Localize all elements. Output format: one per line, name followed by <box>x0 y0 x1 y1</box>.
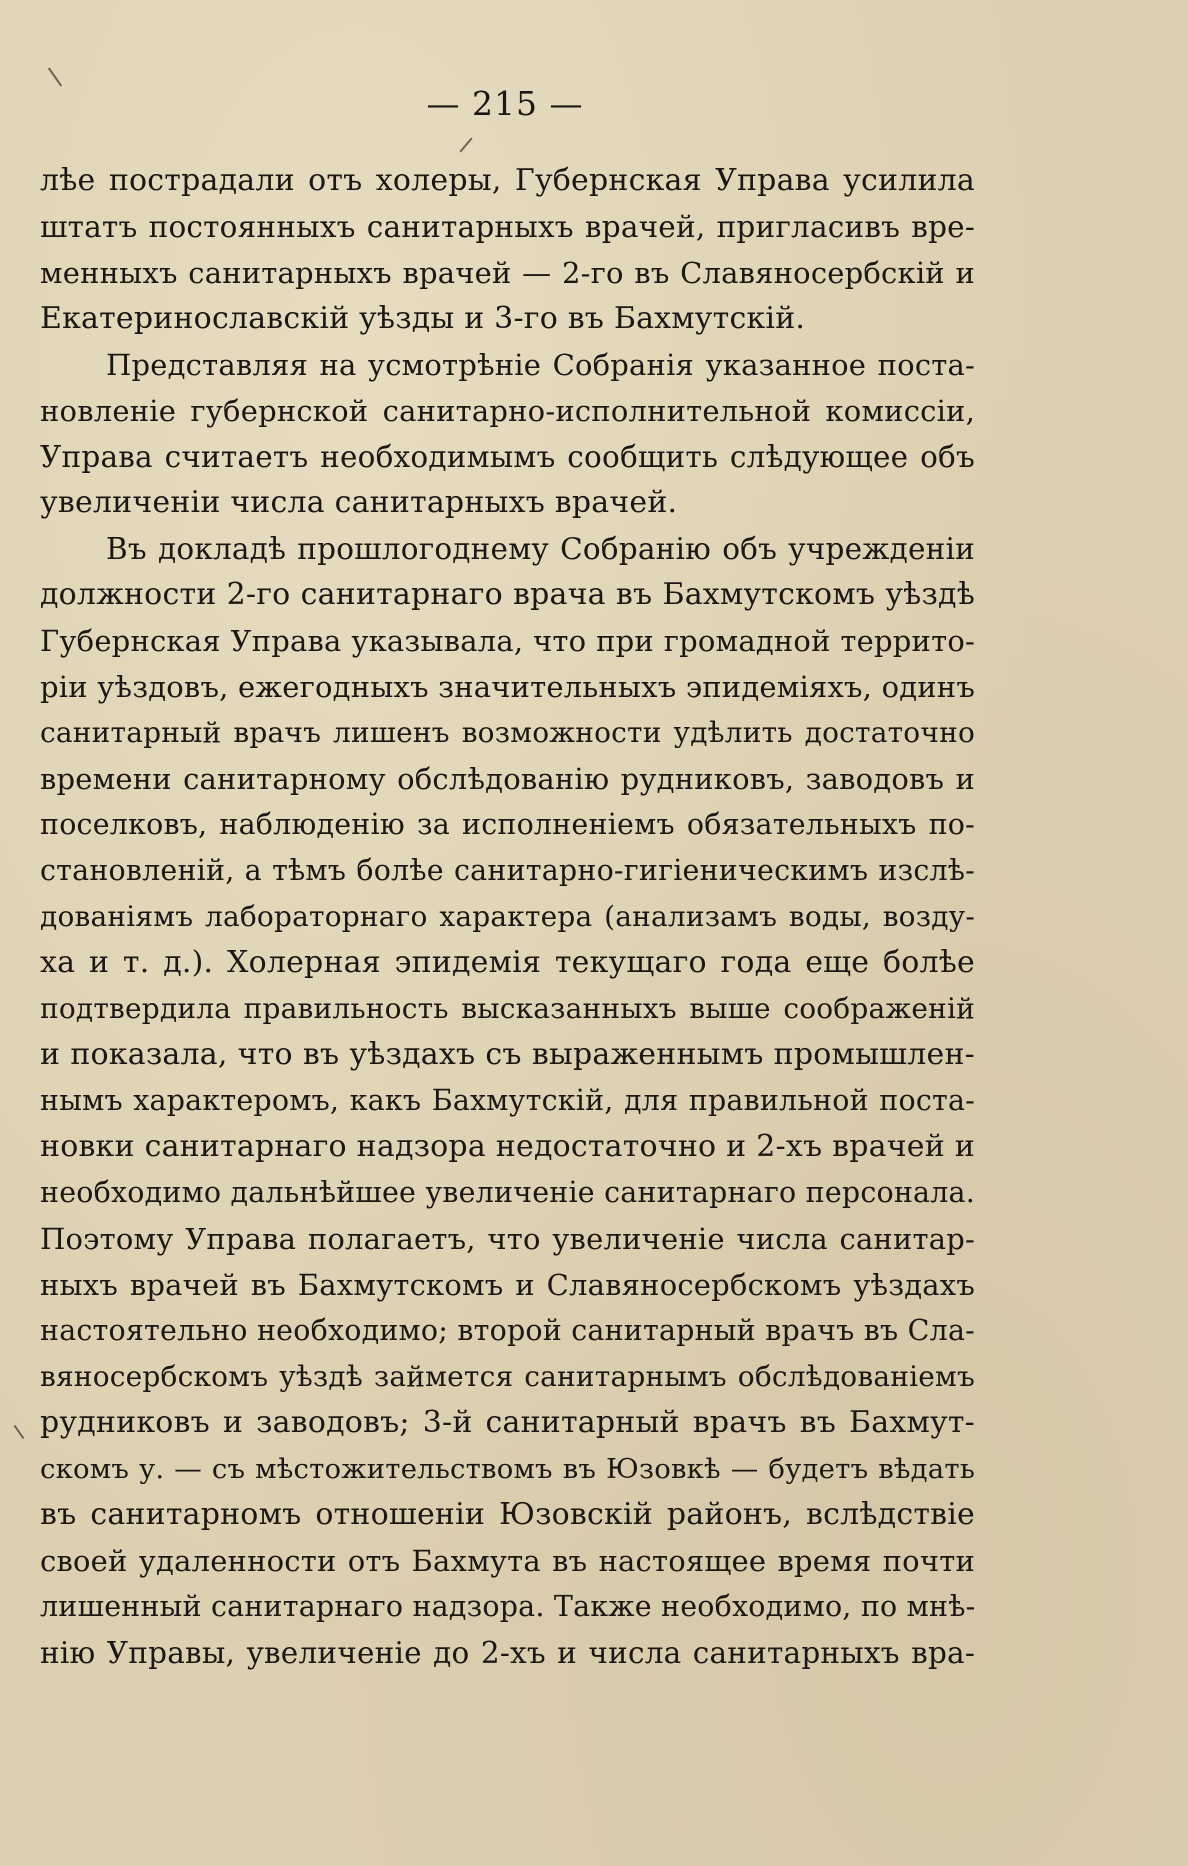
text-line: должности 2-го санитарнаго врача въ Бахмутскомъ уѣздѣ <box>40 577 975 612</box>
text-line: времени санитарному обслѣдованію рудниковъ, заводовъ и <box>40 762 975 796</box>
text-line: настоятельно необходимо; второй санитарный врачъ въ Сла- <box>40 1314 975 1347</box>
text-line: дованіямъ лабораторнаго характера (анализамъ воды, возду- <box>40 900 975 933</box>
paragraph-start-line: Въ докладѣ прошлогоднему Собранію объ учрежденіи <box>106 532 975 566</box>
page-number: — 215 — <box>426 84 584 123</box>
text-line: рудниковъ и заводовъ; 3-й санитарный врачъ въ Бахмут- <box>40 1405 975 1440</box>
text-line: Губернская Управа указывала, что при громадной террито- <box>40 624 975 658</box>
text-line: менныхъ санитарныхъ врачей — 2-го въ Славяносербскій и <box>40 256 975 290</box>
text-line: санитарный врачъ лишенъ возможности удѣлить достаточно <box>40 716 975 749</box>
text-line: ха и т. д.). Холерная эпидемія текущаго года еще болѣе <box>40 945 975 980</box>
text-line: Управа считаетъ необходимымъ сообщить слѣдующее объ <box>40 440 975 474</box>
text-line: въ санитарномъ отношеніи Юзовскій районъ, вслѣдствіе <box>40 1497 975 1532</box>
body-text <box>40 158 975 1676</box>
pencil-mark-under-page-number <box>459 137 472 152</box>
text-line: лишенный санитарнаго надзора. Также необходимо, по мнѣ- <box>40 1590 976 1623</box>
text-line: ныхъ врачей въ Бахмутскомъ и Славяносербскомъ уѣздахъ <box>40 1268 975 1302</box>
text-line: Екатеринославскій уѣзды и 3-го въ Бахмутскій. <box>40 301 806 336</box>
text-line: увеличеніи числа санитарныхъ врачей. <box>40 485 678 520</box>
text-line: ріи уѣздовъ, ежегодныхъ значительныхъ эпидеміяхъ, одинъ <box>40 670 975 704</box>
text-line: нію Управы, увеличеніе до 2-хъ и числа санитарныхъ вра- <box>40 1636 975 1670</box>
text-line: становленій, а тѣмъ болѣе санитарно-гигіеническимъ изслѣ- <box>40 854 975 887</box>
text-line: новки санитарнаго надзора недостаточно и 2-хъ врачей и <box>40 1129 975 1164</box>
text-line: нымъ характеромъ, какъ Бахмутскій, для правильной поста- <box>40 1084 975 1117</box>
text-line: вяносербскомъ уѣздѣ займется санитарнымъ обслѣдованіемъ <box>40 1360 975 1393</box>
text-line: штатъ постоянныхъ санитарныхъ врачей, пригласивъ вре- <box>40 210 975 244</box>
text-line: подтвердила правильность высказанныхъ выше соображеній <box>40 992 975 1025</box>
text-line: новленіе губернской санитарно-исполнительной комиссіи, <box>40 394 975 428</box>
pencil-mark-left-margin <box>14 1425 25 1439</box>
paragraph-start-line: Представляя на усмотрѣніе Собранія указанное поста- <box>106 348 975 382</box>
text-line: поселковъ, наблюденію за исполненіемъ обязательныхъ по- <box>40 808 975 841</box>
text-line: скомъ у. — съ мѣстожительствомъ въ Юзовкѣ — будетъ вѣдать <box>40 1453 975 1485</box>
text-line: лѣе пострадали отъ холеры, Губернская Управа усилила <box>40 163 975 198</box>
text-line: Поэтому Управа полагаетъ, что увеличеніе числа санитар- <box>40 1222 975 1256</box>
text-line: и показала, что въ уѣздахъ съ выраженнымъ промышлен- <box>40 1037 975 1072</box>
text-line: необходимо дальнѣйшее увеличеніе санитарнаго персонала. <box>40 1176 975 1209</box>
text-line: своей удаленности отъ Бахмута въ настоящее время почти <box>40 1544 975 1578</box>
